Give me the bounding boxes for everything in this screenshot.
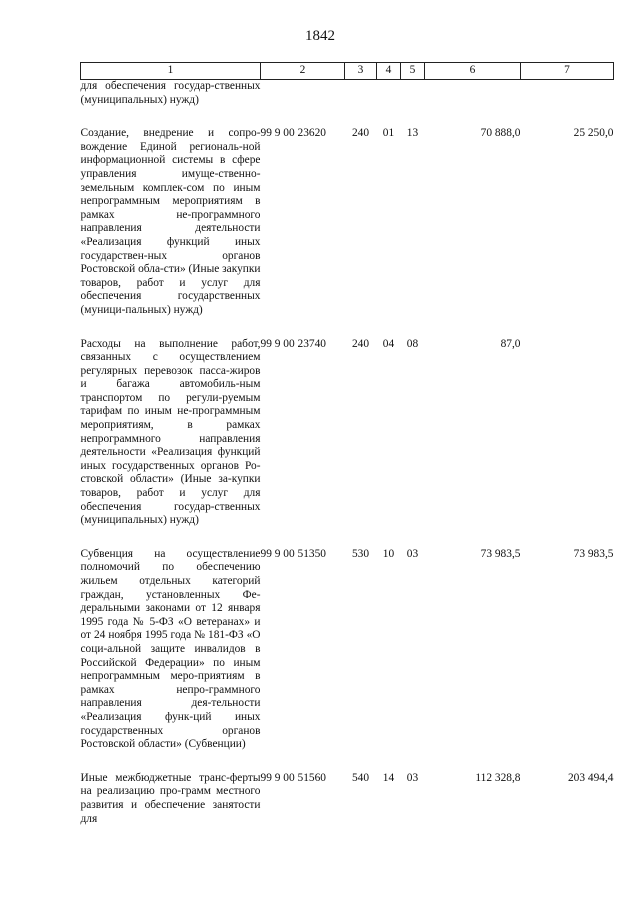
row-description: Субвенция на осуществление полномочий по обеспечению жильем отдельных категорий граждан, установленных Фе-деральными законами от 12 января 1995 года № 5-ФЗ «О ветеранах» и от 24 ноября 1995 года № 181-ФЗ «О соци-альной защите инвалидов в Российской Федерации» по иным непрограммным меро-приятиям в рамках непро-граммного направления дея-тельности «Реализация функ-ций иных государственных органов Ростовской области» (Субвенции)	[80, 547, 261, 751]
table-row	[81, 548, 614, 752]
column-header-4: 4	[377, 63, 401, 80]
row-spacer	[81, 752, 614, 772]
row-expense-type: 540	[351, 771, 370, 784]
row-amount-1: 87,0	[500, 337, 521, 350]
column-header-7: 7	[521, 63, 614, 80]
row-amount-2: 203 494,4	[567, 771, 614, 784]
row-amount-1: 73 983,5	[480, 547, 521, 560]
row-subsection: 03	[406, 547, 419, 560]
column-header-2: 2	[261, 63, 345, 80]
row-spacer	[81, 107, 614, 127]
page-number: 1842	[305, 28, 335, 44]
row-section	[377, 80, 401, 108]
table-row	[81, 127, 614, 317]
row-amount-1: 70 888,0	[480, 127, 521, 140]
row-expense-type: 240	[351, 337, 370, 350]
table-row	[81, 338, 614, 528]
column-header-6: 6	[425, 63, 521, 80]
table-row	[81, 772, 614, 826]
row-expense-type	[345, 80, 377, 108]
row-code	[261, 80, 345, 108]
table-row	[81, 80, 614, 108]
row-amount-1: 112 328,8	[475, 771, 521, 784]
row-description: для обеспечения государ-ственных (муниципальных) нужд)	[80, 80, 261, 106]
table-header-row	[81, 63, 614, 80]
row-description: Иные межбюджетные транс-ферты на реализацию про-грамм местного развития и обеспечение занятости для	[80, 771, 261, 825]
row-spacer	[81, 318, 614, 338]
row-expense-type: 530	[351, 547, 370, 560]
row-expense-type: 240	[351, 127, 370, 140]
row-subsection	[401, 80, 425, 108]
row-code: 99 9 00 51560	[260, 771, 326, 784]
row-subsection: 08	[406, 337, 419, 350]
row-amount-2	[521, 338, 614, 528]
row-amount-2	[521, 80, 614, 108]
row-spacer	[81, 528, 614, 548]
row-section: 10	[382, 547, 395, 560]
column-header-3: 3	[345, 63, 377, 80]
row-code: 99 9 00 23740	[260, 337, 326, 350]
row-amount-1	[425, 80, 521, 108]
row-code: 99 9 00 23620	[260, 127, 326, 140]
budget-table	[80, 62, 614, 826]
column-header-1: 1	[81, 63, 261, 80]
row-description: Создание, внедрение и сопро-вождение Единой региональ-ной информационной системы в сфере управления имуще-ственно-земельным комплек-сом по иным непрограммным мероприятиям в рамках не-программного направления деятельности «Реализация функций иных государствен-ных органов Ростовской обла-сти» (Иные закупки товаров, работ и услуг для обеспечения государственных (муници-пальных) нужд)	[80, 127, 261, 316]
row-section: 14	[382, 771, 395, 784]
column-header-5: 5	[401, 63, 425, 80]
row-code: 99 9 00 51350	[260, 547, 326, 560]
row-subsection: 13	[406, 127, 419, 140]
row-subsection: 03	[406, 771, 419, 784]
row-section: 01	[382, 127, 395, 140]
row-amount-2: 25 250,0	[573, 127, 614, 140]
row-amount-2: 73 983,5	[573, 547, 614, 560]
row-description: Расходы на выполнение работ, связанных с осуществлением регулярных перевозок пасса-жиров и багажа автомобиль-ным транспортом по регули-руемым тарифам по иным не-программным мероприятиям, в рамках непрограммного направления деятельности «Реализация функций иных государственных органов Ро-стовской области» (Иные за-купки товаров, работ и услуг для обеспечения государ-ственных (муниципальных) нужд)	[80, 337, 261, 527]
row-section: 04	[382, 337, 395, 350]
